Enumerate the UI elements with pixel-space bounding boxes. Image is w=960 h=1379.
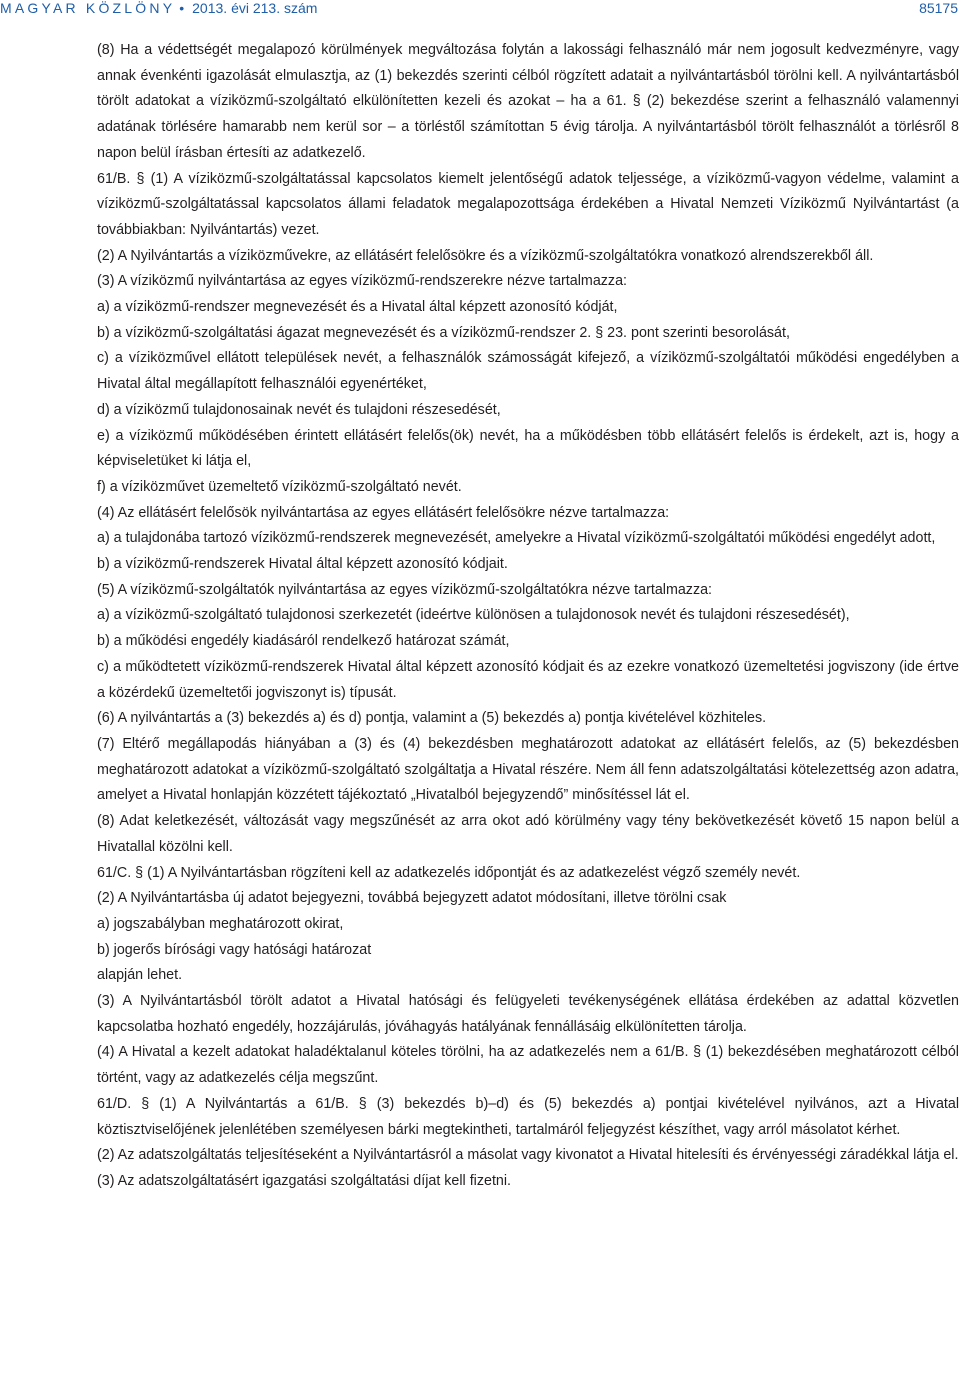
paragraph: a) a tulajdonába tartozó víziközmű-rendszerek megnevezését, amelyekre a Hivatal víziközmű-szolgáltatói működési engedélyt adott, — [97, 530, 936, 547]
paragraph: f) a víziközművet üzemeltető víziközmű-szolgáltató nevét. — [97, 478, 462, 495]
paragraph: (3) A víziközmű nyilvántartása az egyes víziközmű-rendszerekre nézve tartalmazza: — [97, 273, 627, 290]
paragraph: (5) A víziközmű-szolgáltatók nyilvántartása az egyes víziközmű-szolgáltatókra nézve tartalmazza: — [97, 581, 713, 598]
paragraph: (2) A Nyilvántartásba új adatot bejegyezni, továbbá bejegyzett adatot módosítani, illetve törölni csak — [97, 890, 727, 907]
paragraph: (4) Az ellátásért felelősök nyilvántartása az egyes ellátásért felelősökre nézve tartalmazza: — [97, 504, 670, 521]
paragraph: c) a víziközművel ellátott települések nevét, a felhasználók számosságát kifejező, a víziközmű-szolgáltatói működési engedélyben a Hivatal által megállapított felhasználói egyenértéket, — [97, 350, 959, 393]
paragraph: 61/D. § (1) A Nyilvántartás a 61/B. § (3) bekezdés b)–d) és (5) bekezdés a) pontjai kivételével nyilvános, azt a Hivatal köztisztviselőjének jelenlétében személyesen bárki megtekintheti, tartalmáról feljegyzést készíthet, vagy arról másolatot kérhet. — [97, 1095, 959, 1138]
paragraph: (6) A nyilvántartás a (3) bekezdés a) és d) pontja, valamint a (5) bekezdés a) pontja kivételével közhiteles. — [97, 710, 767, 727]
paragraph: b) jogerős bírósági vagy hatósági határozat — [97, 941, 372, 958]
paragraph: e) a víziközmű működésében érintett ellátásért felelős(ök) nevét, ha a működésben több ellátásért felelős is érdekelt, azt is, hogy a képviseletüket ki látja el, — [97, 427, 959, 470]
paragraph: 61/C. § (1) A Nyilvántartásban rögzíteni kell az adatkezelés időpontját és az adatkezelést végző személy nevét. — [97, 864, 801, 881]
paragraph: a) a víziközmű-szolgáltató tulajdonosi szerkezetét (ideértve különösen a tulajdonosok nevét és tulajdoni részesedését), — [97, 607, 850, 624]
paragraph: alapján lehet. — [97, 967, 183, 984]
journal-title: MAGYAR KÖZLÖNY — [0, 0, 176, 16]
paragraph: (4) A Hivatal a kezelt adatokat haladéktalanul köteles törölni, ha az adatkezelés nem a 61/B. § (1) bekezdésében meghatározott célból történt, vagy az adatkezelés célja megszűnt. — [97, 1044, 959, 1087]
page-number: 85175 — [919, 0, 958, 16]
journal-header — [0, 0, 317, 16]
paragraph: (7) Eltérő megállapodás hiányában a (3) és (4) bekezdésben meghatározott adatokat az ellátásért felelős, az (5) bekezdésben meghatározott adatokat a víziközmű-szolgáltató szolgáltatja a Hivatal részére. Nem áll fenn adatszolgáltatási kötelezettség azon adatra, amelyet a Hivatal honlapján közzétett tájékoztató „Hivatalból bejegyzendő” minősítéssel lát el. — [97, 735, 959, 804]
paragraph: (3) A Nyilvántartásból törölt adatot a Hivatal hatósági és felügyeleti tevékenységének ellátása érdekében az adattal közvetlen kapcsolatba hozható engedély, hozzájárulás, jóváhagyás hatályának fennállásáig elkülönítetten tárolja. — [97, 993, 959, 1035]
paragraph: b) a működési engedély kiadásáról rendelkező határozat számát, — [97, 633, 510, 650]
paragraph: c) a működtetett víziközmű-rendszerek Hivatal által képzett azonosító kódjait és az ezekre vonatkozó üzemeltetési jogviszony (ide értve a közérdekű üzemeltetői jogviszonyt is) típusát. — [97, 658, 959, 701]
paragraph: b) a víziközmű-rendszerek Hivatal által képzett azonosító kódjait. — [97, 556, 508, 573]
issue-number: 2013. évi 213. szám — [192, 0, 318, 16]
paragraph: a) jogszabályban meghatározott okirat, — [97, 915, 344, 932]
page-header — [0, 0, 960, 20]
paragraph: (8) Ha a védettségét megalapozó körülmények megváltozása folytán a lakossági felhasználó már nem jogosult kedvezményre, vagy annak évenkénti igazolását elmulasztja, az (1) bekezdés szerinti célból rögzített adatait a nyilvántartásból törölni kell. A nyilvántartásból törölt adatokat a víziközmű-szolgáltató elkülönítetten kezeli és azokat – ha a 61. § (2) bekezdése szerint a felhasználó valamennyi adatának törlésére hamarabb nem kerül sor – a törléstől számítottan 5 évig tárolja. A nyilvántartásból törölt felhasználót a törlésről 8 napon belül írásban értesíti az adatkezelő. — [97, 42, 959, 161]
paragraph: (2) A Nyilvántartás a víziközművekre, az ellátásért felelősökre és a víziközmű-szolgáltatókra vonatkozó alrendszerekből áll. — [97, 247, 874, 264]
paragraph: d) a víziközmű tulajdonosainak nevét és tulajdoni részesedését, — [97, 401, 501, 418]
paragraph: 61/B. § (1) A víziközmű-szolgáltatással kapcsolatos kiemelt jelentőségű adatok teljessége, a víziközmű-vagyon védelme, valamint a víziközmű-szolgáltatással kapcsolatos állami feladatok megalapozottsága érdekében a Hivatal Nemzeti Víziközmű Nyilvántartást (a továbbiakban: Nyilvántartás) vezet. — [97, 170, 959, 238]
paragraph: (3) Az adatszolgáltatásért igazgatási szolgáltatási díjat kell fizetni. — [97, 1172, 512, 1189]
paragraph: (2) Az adatszolgáltatás teljesítéseként a Nyilvántartásról a másolat vagy kivonatot a Hivatal hitelesíti és érvényességi záradékkal látja el. — [97, 1147, 959, 1164]
paragraph: (8) Adat keletkezését, változását vagy megszűnését az arra okot adó körülmény vagy tény bekövetkezését követő 15 napon belül a Hivatallal közölni kell. — [97, 813, 959, 855]
document-body — [97, 38, 959, 1195]
paragraph: a) a víziközmű-rendszer megnevezését és a Hivatal által képzett azonosító kódját, — [97, 299, 618, 316]
header-bullet: • — [179, 0, 185, 16]
paragraph: b) a víziközmű-szolgáltatási ágazat megnevezését és a víziközmű-rendszer 2. § 23. pont szerinti besorolását, — [97, 324, 790, 341]
